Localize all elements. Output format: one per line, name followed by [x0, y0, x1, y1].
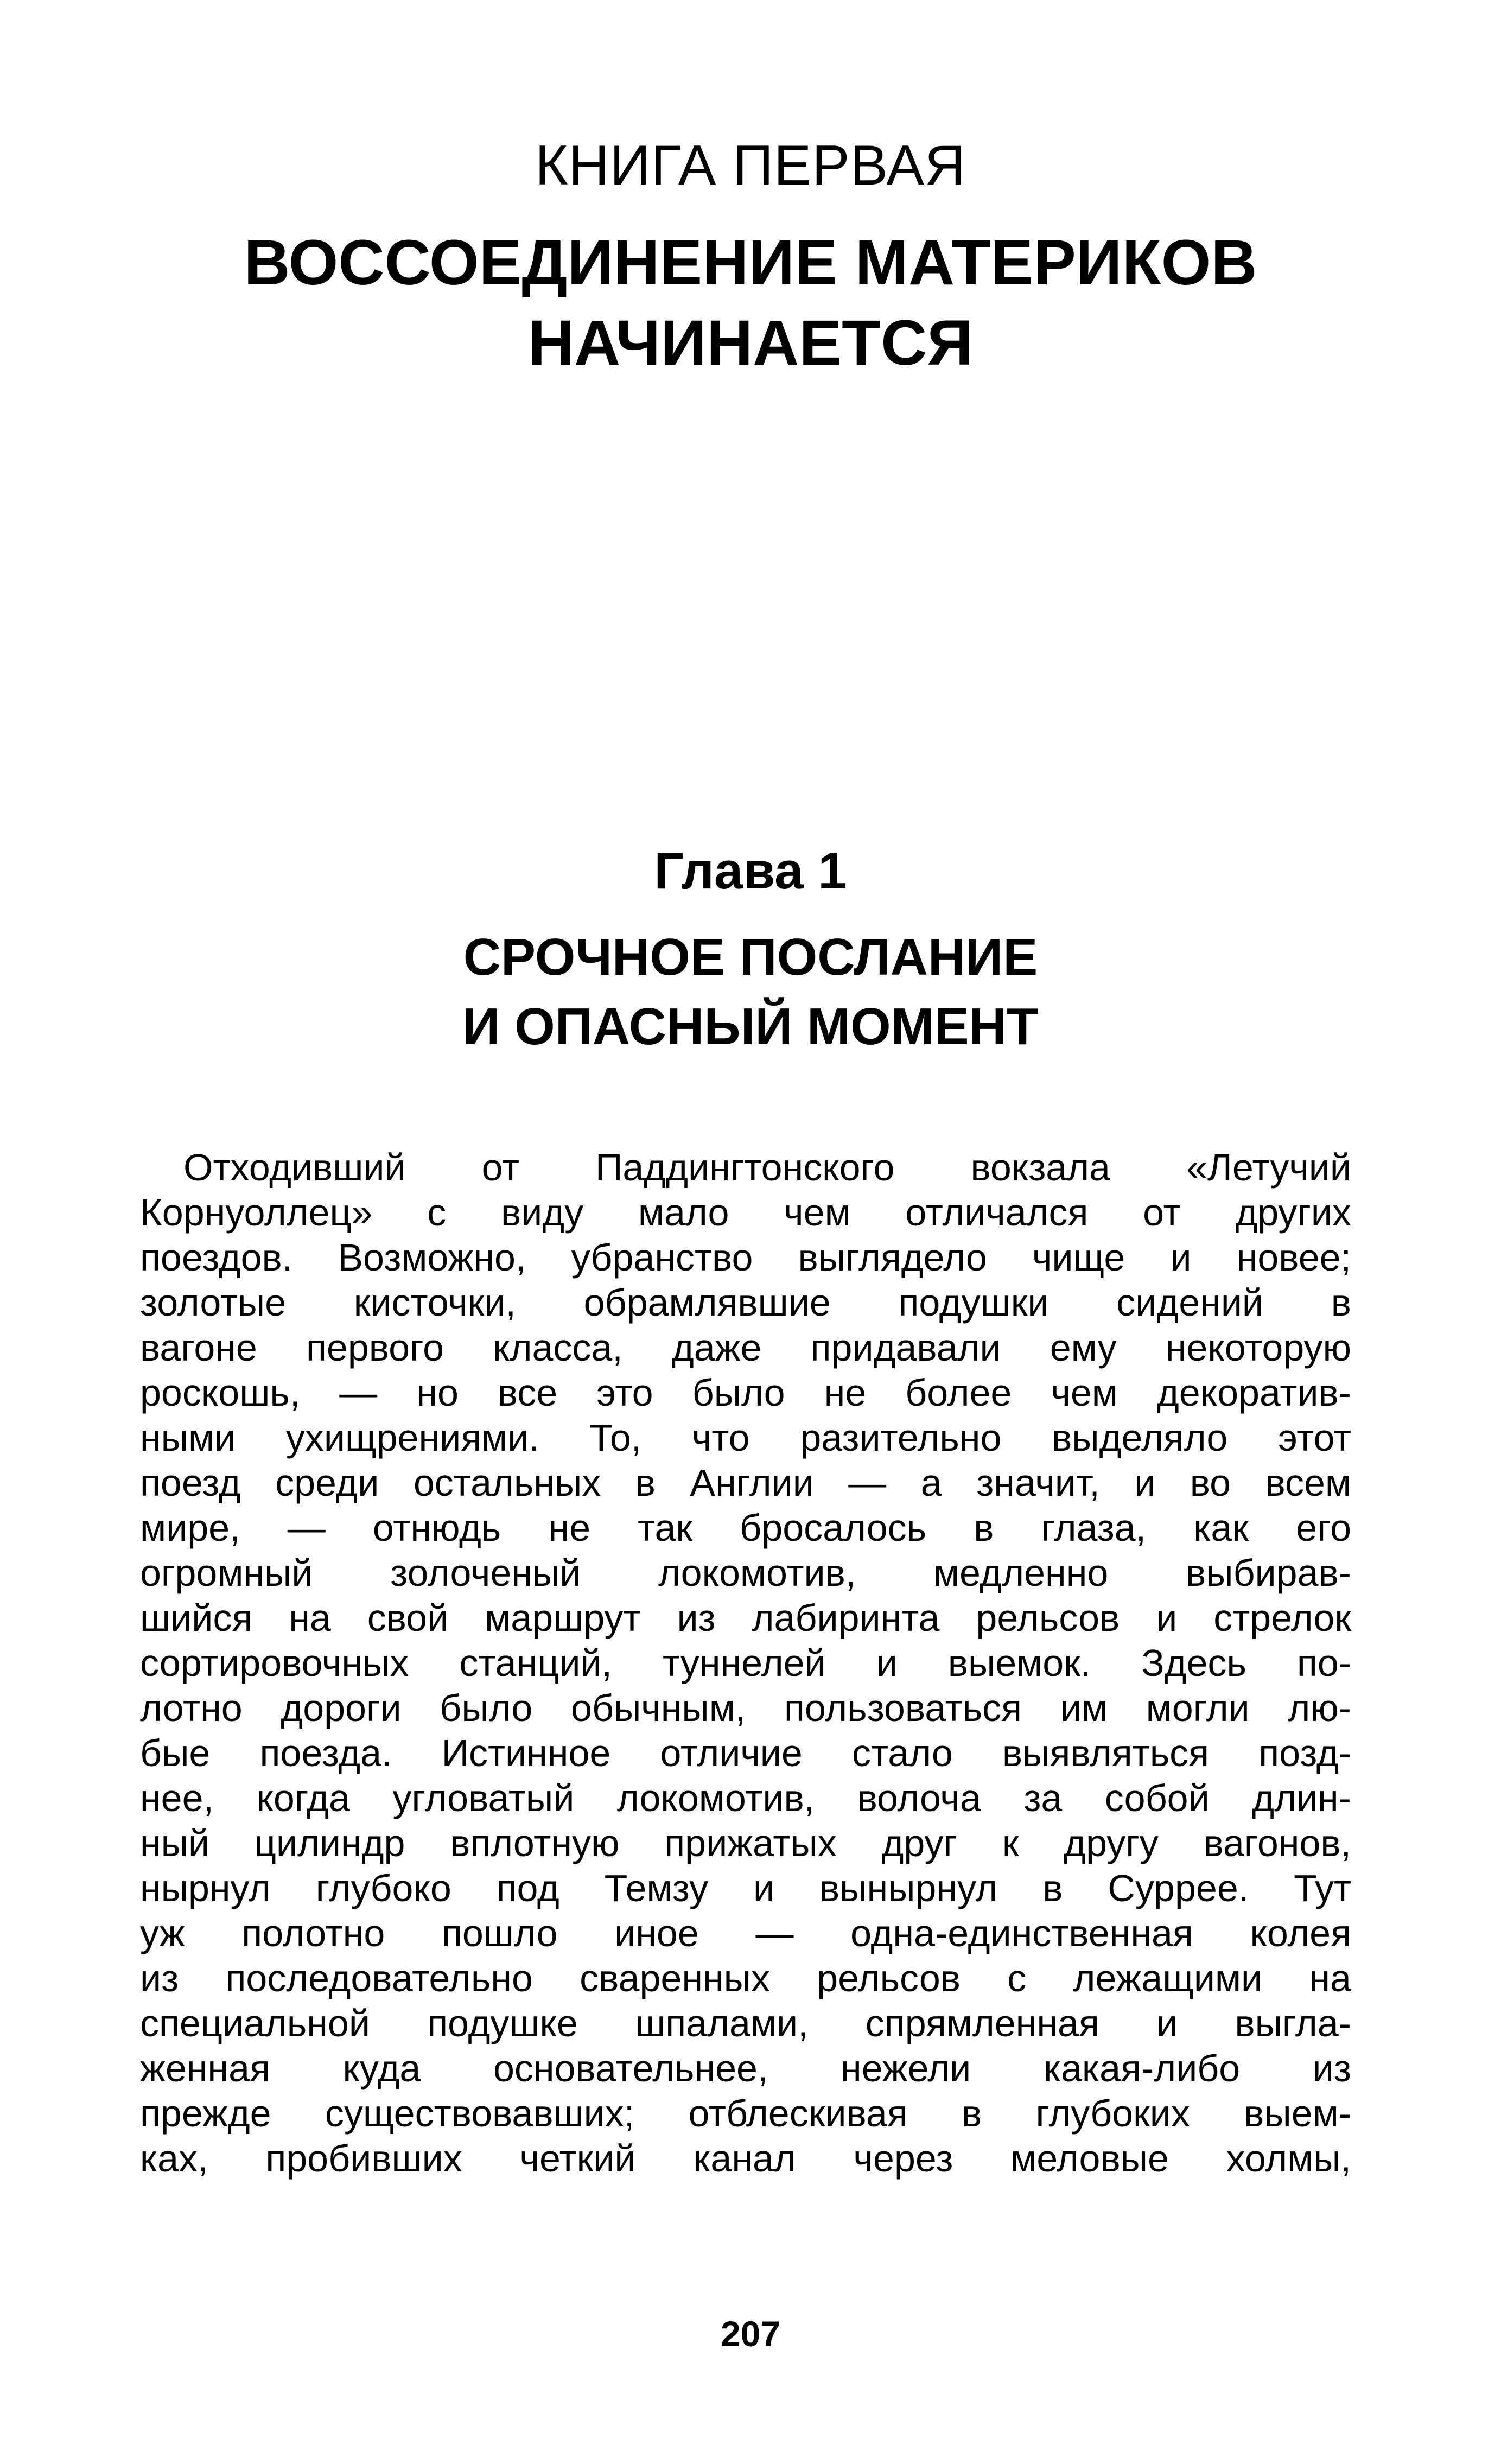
- text-line: ными ухищрениями. То, что разительно выделяло этот: [140, 1417, 1351, 1459]
- book-part-label: КНИГА ПЕРВАЯ: [535, 134, 966, 197]
- text-line: золотые кисточки, обрамлявшие подушки сидений в: [140, 1281, 1351, 1324]
- chapter-title: [0, 923, 1501, 1062]
- text-line: ный цилиндр вплотную прижатых друг к другу вагонов,: [140, 1822, 1351, 1864]
- text-line: женная куда основательнее, нежели какая-либо из: [140, 2047, 1351, 2090]
- chapter-label: Глава 1: [654, 842, 847, 900]
- chapter-title-line: СРОЧНОЕ ПОСЛАНИЕ: [463, 928, 1038, 986]
- text-line: Отходивший от Паддингтонского вокзала «Летучий: [183, 1146, 1351, 1189]
- text-line: мире, — отнюдь не так бросалось в глаза, как его: [140, 1507, 1351, 1549]
- text-line: ках, пробивших четкий канал через меловые холмы,: [140, 2137, 1351, 2180]
- chapter-title-line: И ОПАСНЫЙ МОМЕНТ: [462, 998, 1039, 1056]
- text-line: из последовательно сваренных рельсов с лежащими на: [140, 1957, 1351, 1999]
- body-paragraph: [140, 1145, 1351, 2181]
- text-line: роскошь, — но все это было не более чем декоратив-: [140, 1371, 1351, 1414]
- text-line: поездов. Возможно, убранство выглядело чище и новее;: [140, 1236, 1351, 1279]
- text-line: нырнул глубоко под Темзу и вынырнул в Суррее. Тут: [140, 1867, 1351, 1909]
- text-line: нее, когда угловатый локомотив, волоча за собой длин-: [140, 1777, 1351, 1819]
- text-line: шийся на свой маршрут из лабиринта рельсов и стрелок: [140, 1597, 1351, 1639]
- page-number: 207: [720, 2314, 781, 2354]
- text-line: прежде существовавших; отблескивая в глубоких выем-: [140, 2092, 1351, 2135]
- text-line: вагоне первого класса, даже придавали ему некоторую: [140, 1326, 1351, 1369]
- text-line: поезд среди остальных в Англии — а значит, и во всем: [140, 1462, 1351, 1504]
- book-part-title-line: ВОССОЕДИНЕНИЕ МАТЕРИКОВ: [244, 227, 1257, 299]
- text-line: Корнуоллец» с виду мало чем отличался от других: [140, 1191, 1351, 1234]
- text-line: огромный золоченый локомотив, медленно выбирав-: [140, 1552, 1351, 1594]
- text-line: уж полотно пошло иное — одна-единственная колея: [140, 1912, 1351, 1954]
- text-line: бые поезда. Истинное отличие стало выявляться позд-: [140, 1732, 1351, 1774]
- text-line: лотно дороги было обычным, пользоваться им могли лю-: [140, 1687, 1351, 1729]
- book-part-title: [0, 223, 1501, 383]
- text-line: сортировочных станций, туннелей и выемок. Здесь по-: [140, 1642, 1351, 1684]
- book-part-title-line: НАЧИНАЕТСЯ: [527, 307, 974, 379]
- text-line: специальной подушке шпалами, спрямленная и выгла-: [140, 2002, 1351, 2044]
